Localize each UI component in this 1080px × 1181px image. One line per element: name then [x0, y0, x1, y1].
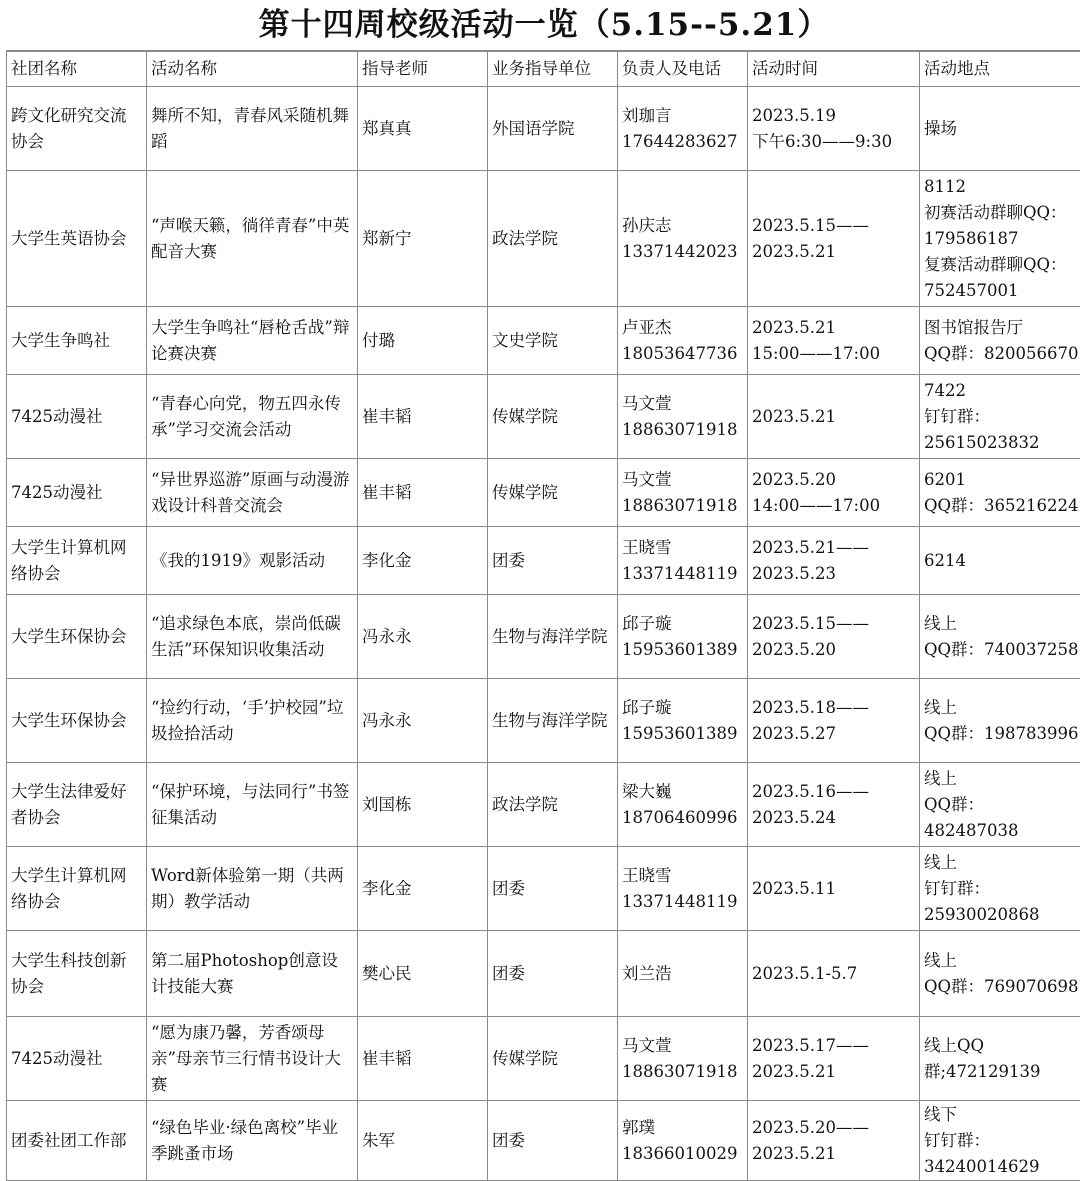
- cell-activity: 大学生争鸣社“唇枪舌战”辩论赛决赛: [147, 307, 358, 375]
- cell-place-line: 6201: [924, 467, 1080, 493]
- table-row: [7, 679, 1080, 763]
- cell-teacher: 崔丰韬: [358, 1017, 488, 1101]
- cell-teacher: 李化金: [358, 527, 488, 595]
- cell-place-line: 6214: [924, 548, 1080, 574]
- header-activity: 活动名称: [147, 52, 358, 87]
- cell-time: [748, 307, 920, 375]
- cell-time: [748, 763, 920, 847]
- cell-place-line: QQ群：740037258: [924, 637, 1080, 663]
- cell-time: [748, 931, 920, 1017]
- cell-contact: [618, 1017, 748, 1101]
- cell-contact: [618, 763, 748, 847]
- cell-contact-line: 卢亚杰: [622, 315, 743, 341]
- cell-contact-line: 18366010029: [622, 1141, 743, 1167]
- cell-contact: [618, 931, 748, 1017]
- cell-unit: 外国语学院: [488, 87, 618, 171]
- cell-place-line: 操场: [924, 116, 1080, 142]
- cell-teacher: 朱军: [358, 1101, 488, 1181]
- cell-time-line: 2023.5.18——: [752, 695, 915, 721]
- cell-unit: 政法学院: [488, 763, 618, 847]
- cell-unit: 文史学院: [488, 307, 618, 375]
- cell-time: [748, 1017, 920, 1101]
- cell-time-line: 15:00——17:00: [752, 341, 915, 367]
- cell-time-line: 下午6:30——9:30: [752, 129, 915, 155]
- cell-activity: “追求绿色本底，崇尚低碳生活”环保知识收集活动: [147, 595, 358, 679]
- cell-place: [920, 595, 1080, 679]
- header-club: 社团名称: [7, 52, 147, 87]
- cell-place: [920, 459, 1080, 527]
- cell-activity: “保护环境，与法同行”书签征集活动: [147, 763, 358, 847]
- cell-place-line: 初赛活动群聊QQ：: [924, 200, 1080, 226]
- cell-place-line: 线下: [924, 1102, 1080, 1128]
- cell-time-line: 2023.5.23: [752, 561, 915, 587]
- cell-place-line: 482487038: [924, 818, 1080, 844]
- cell-contact-line: 18053647736: [622, 341, 743, 367]
- header-teacher: 指导老师: [358, 52, 488, 87]
- cell-teacher: 付璐: [358, 307, 488, 375]
- cell-time-line: 2023.5.20——: [752, 1115, 915, 1141]
- cell-contact: [618, 679, 748, 763]
- table-row: [7, 931, 1080, 1017]
- cell-activity: 舞所不知，青春风采随机舞蹈: [147, 87, 358, 171]
- table-row: [7, 1101, 1080, 1181]
- cell-unit: 团委: [488, 1101, 618, 1181]
- table-row: [7, 375, 1080, 459]
- cell-place: [920, 171, 1080, 307]
- cell-contact-line: 18863071918: [622, 1059, 743, 1085]
- cell-time-line: 2023.5.21: [752, 404, 915, 430]
- cell-place-line: QQ群：198783996: [924, 721, 1080, 747]
- cell-club: 大学生计算机网络协会: [7, 527, 147, 595]
- cell-contact-line: 王晓雪: [622, 863, 743, 889]
- cell-place-line: QQ群：820056670: [924, 341, 1080, 367]
- cell-teacher: 樊心民: [358, 931, 488, 1017]
- cell-time-line: 2023.5.27: [752, 721, 915, 747]
- cell-time: [748, 847, 920, 931]
- page-title: 第十四周校级活动一览（5.15--5.21）: [6, 0, 1080, 51]
- cell-place-line: 图书馆报告厅: [924, 315, 1080, 341]
- cell-place-line: 8112: [924, 174, 1080, 200]
- cell-contact: [618, 1101, 748, 1181]
- cell-club: 大学生环保协会: [7, 595, 147, 679]
- activity-table: [6, 51, 1080, 1181]
- cell-time-line: 14:00——17:00: [752, 493, 915, 519]
- cell-time-line: 2023.5.21: [752, 1059, 915, 1085]
- cell-unit: 团委: [488, 527, 618, 595]
- cell-contact: [618, 595, 748, 679]
- cell-time-line: 2023.5.15——: [752, 611, 915, 637]
- cell-place-line: 线上: [924, 850, 1080, 876]
- table-row: [7, 459, 1080, 527]
- cell-contact-line: 15953601389: [622, 637, 743, 663]
- cell-time: [748, 527, 920, 595]
- cell-club: 7425动漫社: [7, 1017, 147, 1101]
- cell-unit: 团委: [488, 847, 618, 931]
- cell-time-line: 2023.5.11: [752, 876, 915, 902]
- cell-time-line: 2023.5.15——: [752, 213, 915, 239]
- header-row: [7, 52, 1080, 87]
- cell-teacher: 李化金: [358, 847, 488, 931]
- cell-contact-line: 刘兰浩: [622, 961, 743, 987]
- cell-club: 大学生计算机网络协会: [7, 847, 147, 931]
- cell-contact-line: 18706460996: [622, 805, 743, 831]
- cell-club: 大学生英语协会: [7, 171, 147, 307]
- table-row: [7, 307, 1080, 375]
- cell-time-line: 2023.5.24: [752, 805, 915, 831]
- cell-time-line: 2023.5.19: [752, 103, 915, 129]
- cell-activity: 第二届Photoshop创意设计技能大赛: [147, 931, 358, 1017]
- cell-contact-line: 郭璞: [622, 1115, 743, 1141]
- cell-time: [748, 375, 920, 459]
- cell-contact: [618, 307, 748, 375]
- cell-place: [920, 87, 1080, 171]
- cell-contact-line: 15953601389: [622, 721, 743, 747]
- cell-place: [920, 763, 1080, 847]
- cell-activity: “声喉天籁，徜徉青春”中英配音大赛: [147, 171, 358, 307]
- table-row: [7, 763, 1080, 847]
- cell-contact-line: 马文萱: [622, 391, 743, 417]
- cell-place-line: 25615023832: [924, 430, 1080, 456]
- cell-place-line: 752457001: [924, 278, 1080, 304]
- cell-contact: [618, 171, 748, 307]
- cell-club: 大学生争鸣社: [7, 307, 147, 375]
- cell-contact-line: 17644283627: [622, 129, 743, 155]
- cell-place-line: 复赛活动群聊QQ：: [924, 252, 1080, 278]
- cell-time: [748, 679, 920, 763]
- cell-place: [920, 1017, 1080, 1101]
- cell-club: 跨文化研究交流协会: [7, 87, 147, 171]
- cell-contact: [618, 527, 748, 595]
- cell-club: 大学生法律爱好者协会: [7, 763, 147, 847]
- cell-time-line: 2023.5.16——: [752, 779, 915, 805]
- cell-place-line: 群;472129139: [924, 1059, 1080, 1085]
- cell-place: [920, 527, 1080, 595]
- cell-club: 7425动漫社: [7, 375, 147, 459]
- table-row: [7, 595, 1080, 679]
- cell-place-line: QQ群：: [924, 792, 1080, 818]
- cell-contact-line: 王晓雪: [622, 535, 743, 561]
- cell-place: [920, 847, 1080, 931]
- cell-club: 团委社团工作部: [7, 1101, 147, 1181]
- cell-contact-line: 13371448119: [622, 561, 743, 587]
- cell-contact-line: 13371442023: [622, 239, 743, 265]
- cell-time-line: 2023.5.17——: [752, 1033, 915, 1059]
- cell-teacher: 冯永永: [358, 595, 488, 679]
- cell-contact-line: 邱子璇: [622, 611, 743, 637]
- table-row: [7, 87, 1080, 171]
- cell-activity: “异世界巡游”原画与动漫游戏设计科普交流会: [147, 459, 358, 527]
- cell-place: [920, 375, 1080, 459]
- table-row: [7, 527, 1080, 595]
- cell-club: 大学生科技创新协会: [7, 931, 147, 1017]
- cell-place: [920, 931, 1080, 1017]
- cell-activity: “愿为康乃馨，芳香颂母亲”母亲节三行情书设计大赛: [147, 1017, 358, 1101]
- header-contact: 负责人及电话: [618, 52, 748, 87]
- cell-place-line: 线上: [924, 695, 1080, 721]
- cell-teacher: 郑真真: [358, 87, 488, 171]
- cell-club: 7425动漫社: [7, 459, 147, 527]
- cell-contact-line: 18863071918: [622, 493, 743, 519]
- cell-teacher: 崔丰韬: [358, 459, 488, 527]
- table-row: [7, 171, 1080, 307]
- cell-place-line: 179586187: [924, 226, 1080, 252]
- cell-place-line: 7422: [924, 378, 1080, 404]
- cell-activity: “青春心向党，物五四永传承”学习交流会活动: [147, 375, 358, 459]
- cell-place-line: 钉钉群：: [924, 404, 1080, 430]
- cell-activity: “捡约行动，‘手’护校园”垃圾捡拾活动: [147, 679, 358, 763]
- cell-time: [748, 171, 920, 307]
- cell-place-line: QQ群：365216224: [924, 493, 1080, 519]
- cell-time-line: 2023.5.21: [752, 1141, 915, 1167]
- cell-place-line: 线上: [924, 611, 1080, 637]
- cell-contact-line: 18863071918: [622, 417, 743, 443]
- cell-activity: 《我的1919》观影活动: [147, 527, 358, 595]
- cell-activity: Word新体验第一期（共两期）教学活动: [147, 847, 358, 931]
- cell-time-line: 2023.5.20: [752, 467, 915, 493]
- cell-contact-line: 邱子璇: [622, 695, 743, 721]
- cell-time: [748, 459, 920, 527]
- cell-place-line: QQ群：769070698: [924, 974, 1080, 1000]
- cell-unit: 政法学院: [488, 171, 618, 307]
- cell-activity: “绿色毕业·绿色离校”毕业季跳蚤市场: [147, 1101, 358, 1181]
- cell-place: [920, 1101, 1080, 1181]
- header-unit: 业务指导单位: [488, 52, 618, 87]
- cell-contact-line: 13371448119: [622, 889, 743, 915]
- cell-contact: [618, 375, 748, 459]
- cell-teacher: 刘国栋: [358, 763, 488, 847]
- cell-place-line: 钉钉群：: [924, 876, 1080, 902]
- cell-place-line: 线上: [924, 948, 1080, 974]
- cell-place: [920, 307, 1080, 375]
- cell-time: [748, 595, 920, 679]
- cell-unit: 生物与海洋学院: [488, 595, 618, 679]
- header-place: 活动地点: [920, 52, 1080, 87]
- cell-time: [748, 1101, 920, 1181]
- cell-teacher: 冯永永: [358, 679, 488, 763]
- cell-unit: 传媒学院: [488, 459, 618, 527]
- cell-time-line: 2023.5.20: [752, 637, 915, 663]
- table-row: [7, 847, 1080, 931]
- cell-place-line: 25930020868: [924, 902, 1080, 928]
- cell-teacher: 郑新宁: [358, 171, 488, 307]
- cell-contact: [618, 87, 748, 171]
- cell-club: 大学生环保协会: [7, 679, 147, 763]
- table-row: [7, 1017, 1080, 1101]
- cell-unit: 传媒学院: [488, 375, 618, 459]
- cell-place-line: 钉钉群：: [924, 1128, 1080, 1154]
- cell-place: [920, 679, 1080, 763]
- cell-contact: [618, 459, 748, 527]
- cell-unit: 团委: [488, 931, 618, 1017]
- cell-unit: 传媒学院: [488, 1017, 618, 1101]
- cell-time-line: 2023.5.21——: [752, 535, 915, 561]
- cell-contact-line: 马文萱: [622, 467, 743, 493]
- cell-contact-line: 刘珈言: [622, 103, 743, 129]
- cell-time: [748, 87, 920, 171]
- header-time: 活动时间: [748, 52, 920, 87]
- cell-unit: 生物与海洋学院: [488, 679, 618, 763]
- cell-time-line: 2023.5.1-5.7: [752, 961, 915, 987]
- cell-time-line: 2023.5.21: [752, 315, 915, 341]
- cell-contact: [618, 847, 748, 931]
- cell-place-line: 线上QQ: [924, 1033, 1080, 1059]
- cell-contact-line: 梁大巍: [622, 779, 743, 805]
- cell-place-line: 34240014629: [924, 1154, 1080, 1180]
- cell-teacher: 崔丰韬: [358, 375, 488, 459]
- cell-time-line: 2023.5.21: [752, 239, 915, 265]
- cell-contact-line: 孙庆志: [622, 213, 743, 239]
- cell-contact-line: 马文萱: [622, 1033, 743, 1059]
- cell-place-line: 线上: [924, 766, 1080, 792]
